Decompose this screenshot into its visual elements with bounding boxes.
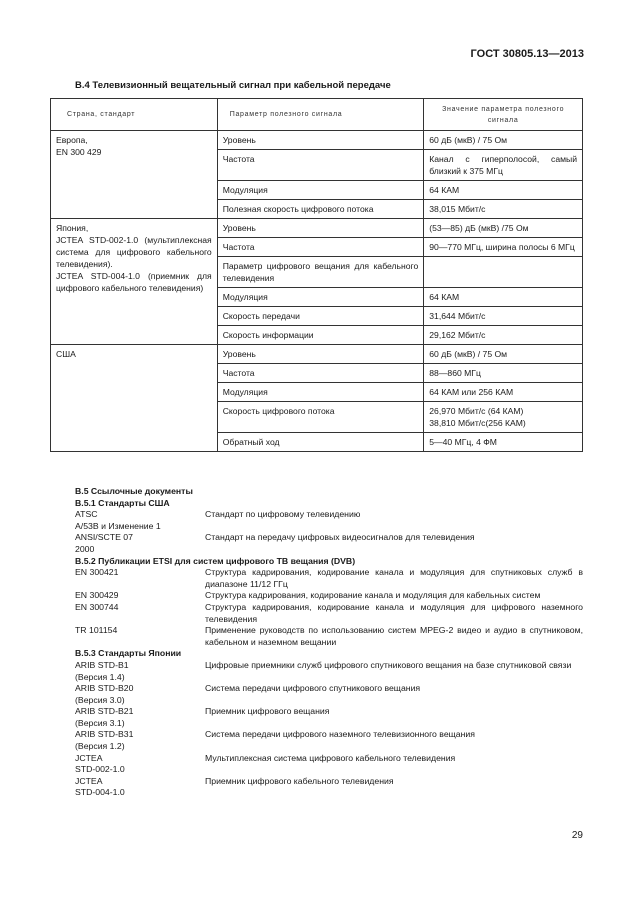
- reference-item: [75, 625, 583, 648]
- document-header: ГОСТ 30805.13—2013: [470, 48, 584, 60]
- reference-description: Система передачи цифрового наземного телевизионного вещания: [205, 729, 475, 740]
- value-cell: 26,970 Мбит/с (64 КАМ) 38,810 Мбит/с(256 КАМ): [424, 402, 583, 433]
- reference-item: [75, 602, 583, 625]
- reference-code: ANSI/SCTE 07 2000: [75, 532, 133, 554]
- reference-description: Приемник цифрового вещания: [205, 706, 330, 717]
- reference-code: TR 101154: [75, 625, 118, 636]
- reference-item: [75, 509, 583, 532]
- value-cell: 88—860 МГц: [424, 364, 583, 383]
- value-cell: 60 дБ (мкВ) / 75 Ом: [424, 345, 583, 364]
- reference-code: EN 300421: [75, 567, 119, 578]
- parameter-cell: Скорость цифрового потока: [217, 402, 424, 433]
- table-row: [51, 219, 583, 238]
- reference-description: Приемник цифрового кабельного телевидения: [205, 775, 394, 786]
- reference-code: JCTEA STD-004-1.0: [75, 775, 125, 798]
- parameter-cell: Полезная скорость цифрового потока: [217, 200, 424, 219]
- value-cell: (53—85) дБ (мкВ) /75 Ом: [424, 219, 583, 238]
- reference-item: [75, 567, 583, 590]
- value-cell: 31,644 Мбит/с: [424, 307, 583, 326]
- value-cell: 64 КАМ: [424, 288, 583, 307]
- subsection-title: В.5.3 Стандарты Японии: [75, 648, 182, 659]
- reference-description: Структура кадрирования, кодирование канала и модуляция для спутниковых служб в диапазоне 11/12 ГГц: [205, 567, 583, 589]
- parameter-cell: Модуляция: [217, 288, 424, 307]
- value-cell: 64 КАМ или 256 КАМ: [424, 383, 583, 402]
- reference-item: [75, 683, 583, 706]
- value-cell: 60 дБ (мкВ) / 75 Ом: [424, 131, 583, 150]
- table-header-row: [51, 99, 583, 131]
- signal-parameters-table: [50, 98, 583, 452]
- reference-item: [75, 776, 583, 799]
- value-cell: 29,162 Мбит/с: [424, 326, 583, 345]
- table-row: [51, 131, 583, 150]
- page-number: 29: [571, 830, 583, 841]
- reference-description: Стандарт по цифровому телевидению: [205, 509, 361, 520]
- reference-description: Мультиплексная система цифрового кабельного телевидения: [205, 752, 456, 763]
- references-title: В.5 Ссылочные документы: [75, 486, 193, 496]
- reference-code: EN 300744: [75, 601, 119, 612]
- value-cell: Канал с гиперполосой, самый близкий к 375 МГц: [424, 150, 583, 181]
- reference-code: EN 300429: [75, 590, 119, 601]
- reference-item: [75, 753, 583, 776]
- parameter-cell: Обратный ход: [217, 433, 424, 452]
- column-header: Значение параметра полезного сигнала: [424, 99, 583, 131]
- country-standard-cell: США: [51, 345, 218, 452]
- subsection-title: В.5.2 Публикации ETSI для систем цифрового ТВ вещания (DVB): [75, 555, 356, 566]
- parameter-cell: Уровень: [217, 219, 424, 238]
- reference-code: JCTEA STD-002-1.0: [75, 752, 125, 775]
- value-cell: 64 КАМ: [424, 181, 583, 200]
- parameter-cell: Модуляция: [217, 383, 424, 402]
- parameter-cell: Частота: [217, 238, 424, 257]
- references: [75, 486, 583, 799]
- reference-item: [75, 729, 583, 752]
- reference-description: Применение руководств по использованию систем MPEG-2 видео и аудио в спутниковом, кабельном и наземном вещании: [205, 625, 583, 647]
- reference-item: [75, 590, 583, 602]
- parameter-cell: Скорость передачи: [217, 307, 424, 326]
- country-standard-cell: Япония, JCTEA STD-002-1.0 (мультиплексная система для цифрового кабельного телевидения). JCTEA STD-004-1.0 (приемник для цифрового кабельного телевидения): [51, 219, 218, 345]
- parameter-cell: Параметр цифрового вещания для кабельного телевидения: [217, 257, 424, 288]
- value-cell: 38,015 Мбит/с: [424, 200, 583, 219]
- parameter-cell: Скорость информации: [217, 326, 424, 345]
- column-header: Страна, стандарт: [51, 99, 218, 131]
- reference-item: [75, 706, 583, 729]
- value-cell: 5—40 МГц, 4 ФМ: [424, 433, 583, 452]
- column-header: Параметр полезного сигнала: [217, 99, 424, 131]
- reference-description: Структура кадрирования, кодирование канала и модуляция для цифрового наземного телевидения: [205, 601, 583, 624]
- value-cell: [424, 257, 583, 288]
- reference-code: ARIB STD-B31 (Версия 1.2): [75, 729, 134, 752]
- reference-item: [75, 532, 583, 555]
- reference-code: ARIB STD-B21 (Версия 3.1): [75, 706, 134, 728]
- reference-description: Структура кадрирования, кодирование канала и модуляция для кабельных систем: [205, 590, 541, 601]
- parameter-cell: Модуляция: [217, 181, 424, 200]
- parameter-cell: Частота: [217, 364, 424, 383]
- reference-item: [75, 660, 583, 683]
- table-row: [51, 345, 583, 364]
- country-standard-cell: Европа, EN 300 429: [51, 131, 218, 219]
- reference-code: ATSC A/53B и Изменение 1: [75, 509, 161, 531]
- value-cell: 90—770 МГц, ширина полосы 6 МГц: [424, 238, 583, 257]
- parameter-cell: Уровень: [217, 131, 424, 150]
- reference-description: Стандарт на передачу цифровых видеосигналов для телевидения: [205, 532, 475, 543]
- reference-description: Система передачи цифрового спутникового вещания: [205, 683, 421, 694]
- reference-code: ARIB STD-B1 (Версия 1.4): [75, 659, 129, 682]
- section-title: В.4 Телевизионный вещательный сигнал при кабельной передаче: [75, 80, 391, 91]
- parameter-cell: Уровень: [217, 345, 424, 364]
- reference-code: ARIB STD-B20 (Версия 3.0): [75, 683, 134, 705]
- reference-description: Цифровые приемники служб цифрового спутникового вещания на базе спутниковой связи: [205, 659, 572, 670]
- subsection-title: В.5.1 Стандарты США: [75, 497, 170, 508]
- parameter-cell: Частота: [217, 150, 424, 181]
